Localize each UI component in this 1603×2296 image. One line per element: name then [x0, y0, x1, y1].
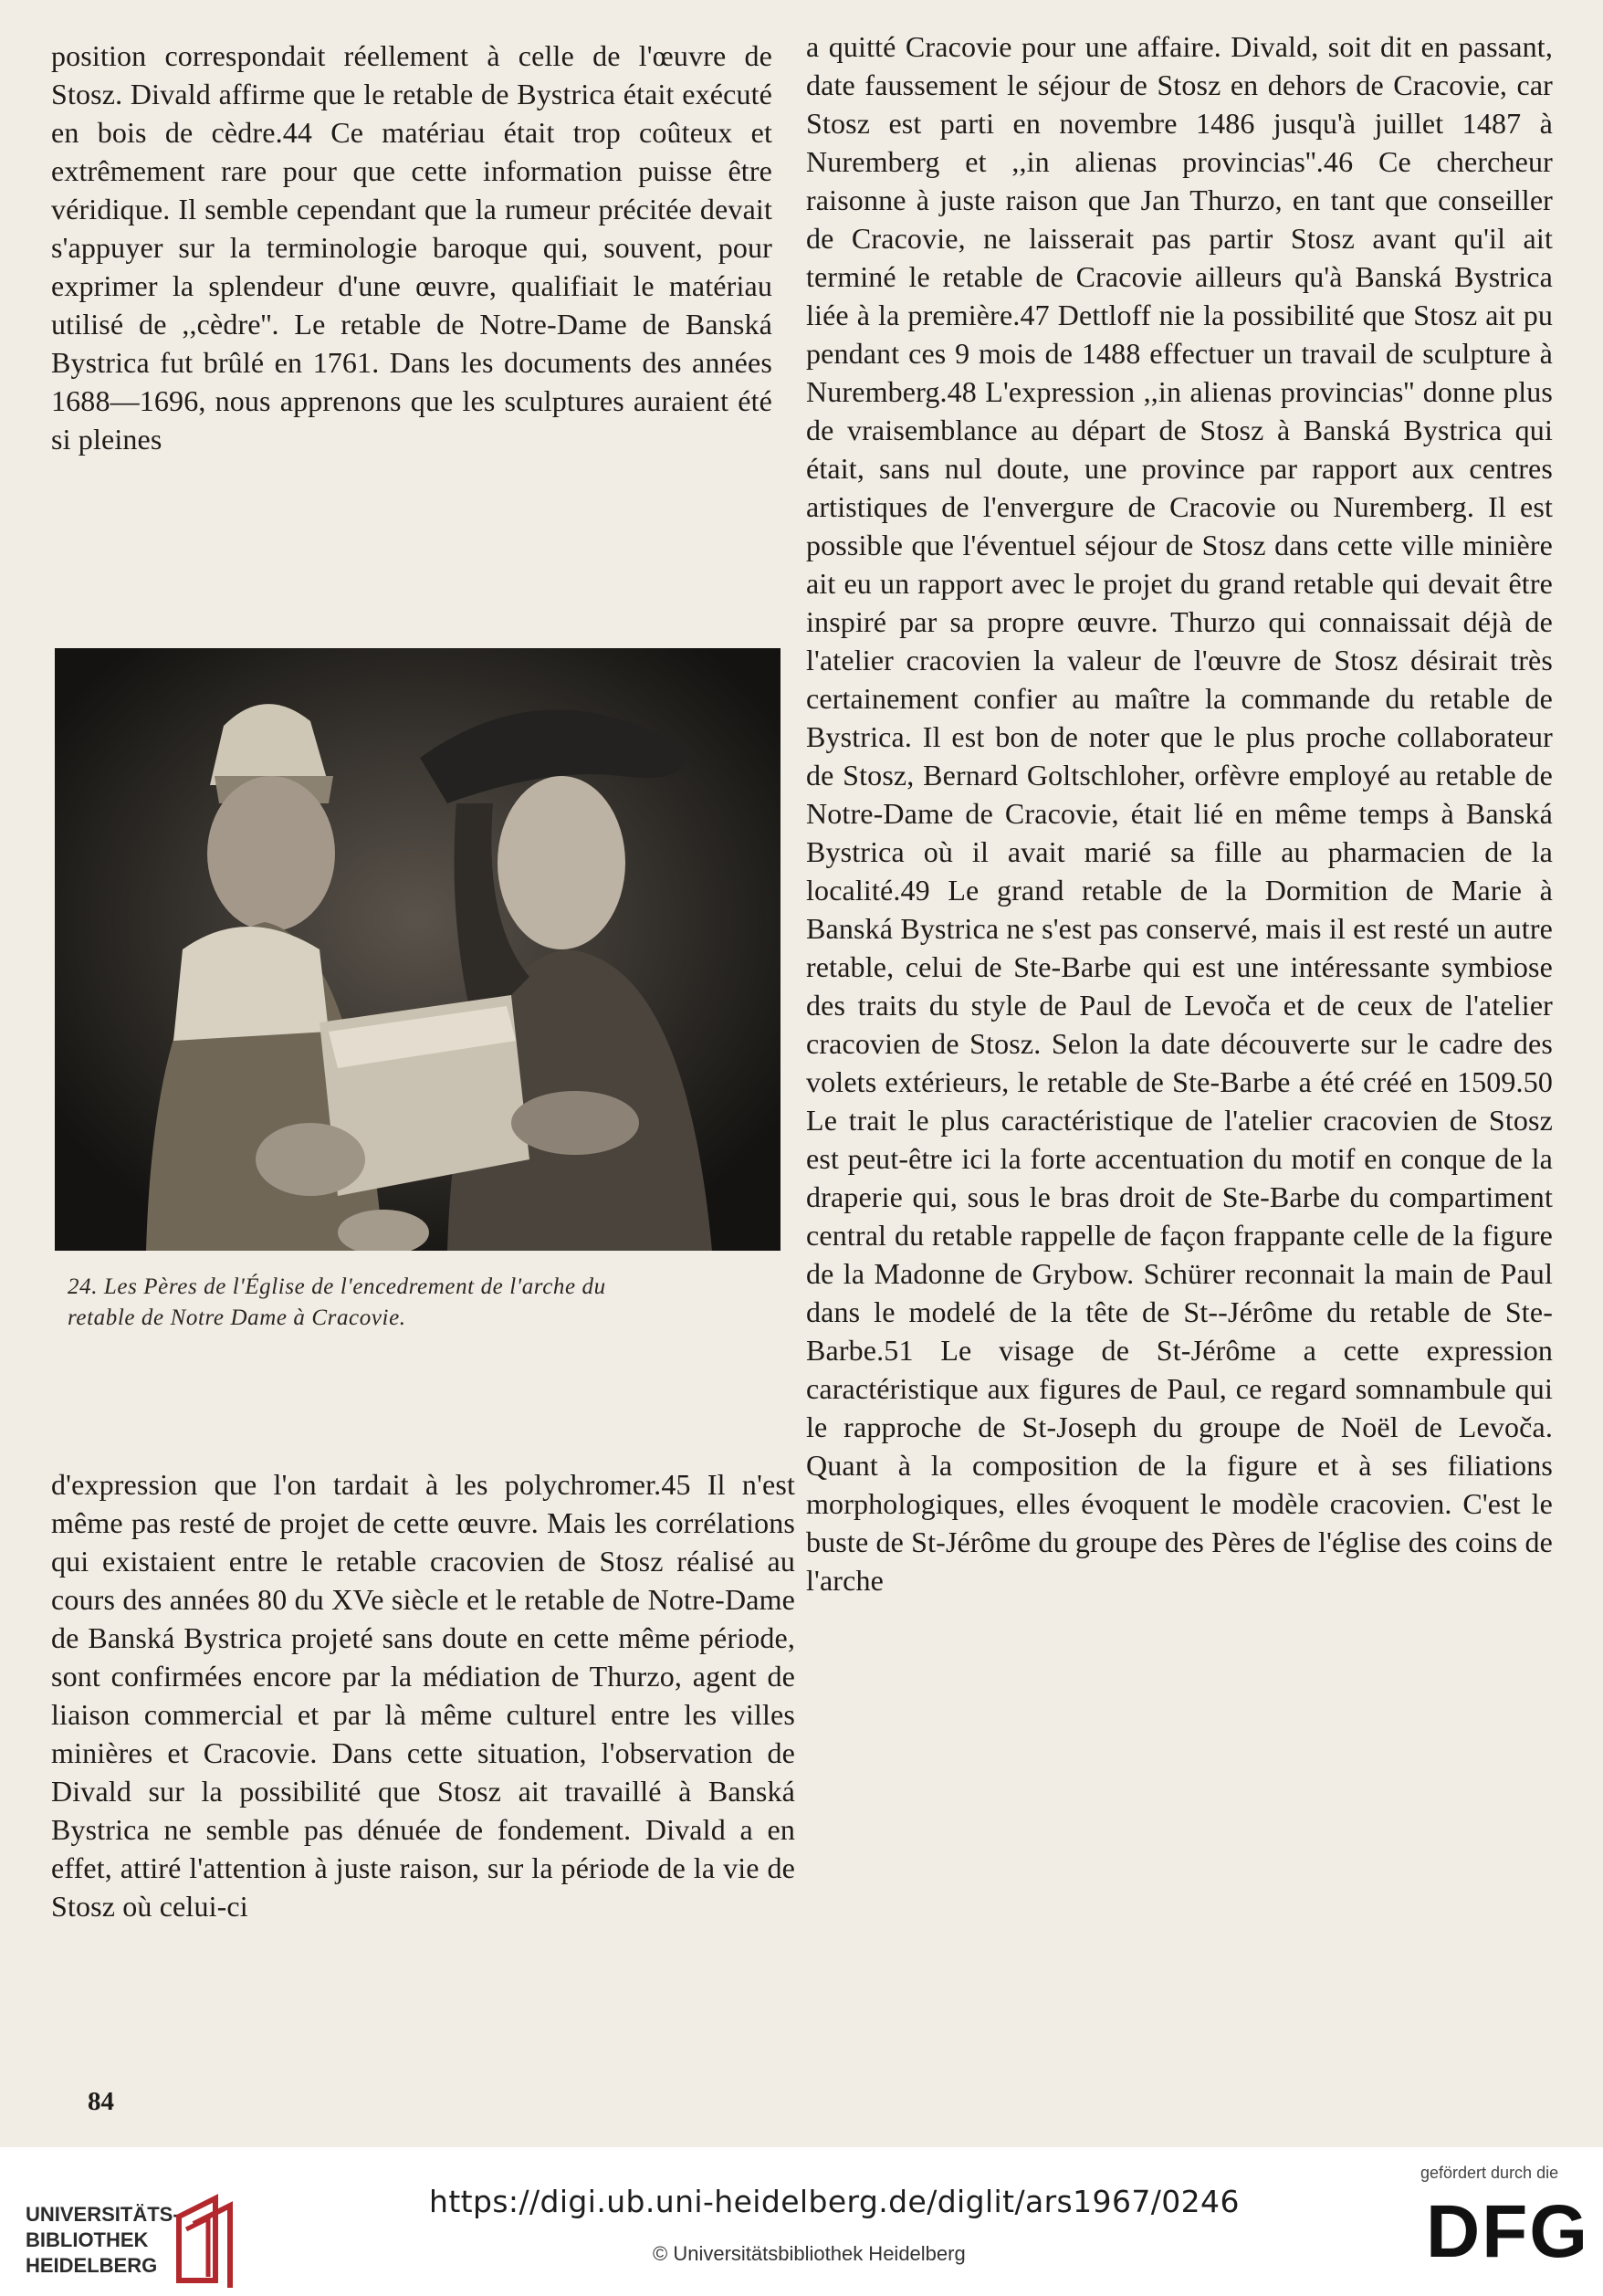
funding-label: gefördert durch die	[1420, 2164, 1559, 2182]
dfg-logo[interactable]: DFG	[1426, 2190, 1590, 2273]
left-column-bottom	[51, 1465, 795, 1925]
figure-plate-photograph	[55, 648, 781, 1251]
sculpture-photo	[55, 648, 781, 1251]
figure-caption: 24. Les Pères de l'Église de l'encedrement de l'arche du retable de Notre Dame à Cracovie.	[68, 1274, 606, 1330]
body-paragraph: position correspondait réellement à celle de l'œuvre de Stosz. Divald affirme que le retable de Bystrica était exécuté en bois de cèdre.44 Ce matériau était trop coûteux et extrêmement rare pour que cette information puisse être véridique. Il semble cependant que la rumeur précitée devait s'appuyer sur la terminologie baroque qui, souvent, pour exprimer la splendeur d'une œuvre, qualifiait le matériau utilisé de ,,cèdre''. Le retable de Notre-Dame de Banská Bystrica fut brûlé en 1761. Dans les documents des années 1688—1696, nous apprenons que les sculptures auraient été si pleines	[51, 39, 772, 456]
right-column	[806, 27, 1553, 1599]
library-name: UNIVERSITÄTS- BIBLIOTHEK HEIDELBERG	[26, 2203, 180, 2277]
library-emblem-icon	[161, 2189, 243, 2290]
permalink-url[interactable]: https://digi.ub.uni-heidelberg.de/diglit/ars1967/0246	[429, 2184, 1240, 2219]
footer-bar	[0, 2147, 1603, 2296]
body-paragraph: d'expression que l'on tardait à les polychromer.45 Il n'est même pas resté de projet de cette œuvre. Mais les corrélations qui existaient entre le retable cracovien de Stosz réalisé au cours des années 80 du XVe siècle et le retable de Notre-Dame de Banská Bystrica projeté sans doute en cette même période, sont confirmées encore par la médiation de Thurzo, agent de liaison commercial et par là même culturel entre les villes minières et Cracovie. Dans cette situation, l'observation de Divald sur la possibilité que Stosz ait travaillé à Banská Bystrica ne semble pas dénuée de fondement. Divald a en effet, attiré l'attention à juste raison, sur la période de la vie de Stosz où celui-ci	[51, 1468, 795, 1923]
library-logo[interactable]	[26, 2175, 236, 2275]
left-column-top	[51, 37, 772, 458]
copyright-notice: © Universitätsbibliothek Heidelberg	[653, 2242, 966, 2265]
body-paragraph: a quitté Cracovie pour une affaire. Divald, soit dit en passant, date faussement le séjour de Stosz en dehors de Cracovie, car Stosz est parti en novembre 1486 jusqu'à juillet 1487 à Nuremberg et ,,in alienas provincias''.46 Ce chercheur raisonne à juste raison que Jan Thurzo, en tant que conseiller de Cracovie, ne laisserait pas partir Stosz avant qu'il ait terminé le retable de Cracovie ailleurs qu'à Banská Bystrica liée à la première.47 Dettloff nie la possibilité que Stosz ait pu pendant ces 9 mois de 1488 effectuer un travail de sculpture à Nuremberg.48 L'expression ,,in alienas provincias'' donne plus de vraisemblance au départ de Stosz à Banská Bystrica qui était, sans nul doute, une province par rapport aux centres artistiques de l'envergure de Cracovie ou Nuremberg. Il est possible que l'éventuel séjour de Stosz dans cette ville minière ait eu un rapport avec le projet du grand retable qui devait être inspiré par sa propre œuvre. Thurzo qui connaissait déjà de l'atelier cracovien la valeur de l'œuvre de Stosz désirait très certainement confier au maître la commande du retable de Bystrica. Il est bon de noter que le plus proche collaborateur de Stosz, Bernard Goltschloher, orfèvre employé au retable de Notre-Dame de Cracovie, était lié en même temps à Banská Bystrica où il avait marié sa fille au pharmacien de la localité.49 Le grand retable de la Dormition de Marie à Banská Bystrica ne s'est pas conservé, mais il est resté un autre retable, celui de Ste-Barbe qui est une intéressante symbiose des traits du style de Paul de Levoča et de ceux de l'atelier cracovien de Stosz. Selon la date découverte sur le cadre des volets extérieurs, le retable de Ste-Barbe a été créé en 1509.50 Le trait le plus caractéristique de l'atelier cracovien de Stosz est peut-être ici la forte accentuation du motif en conque de la draperie qui, sous le bras droit de Ste-Barbe du compartiment central du retable rappelle de façon frappante celle de la figure de la Madonne de Grybow. Schürer reconnait la main de Paul dans le modelé de la tête de St--Jérôme du retable de Ste-Barbe.51 Le visage de St-Jérôme a cette expression caractéristique aux figures de Paul, ce regard somnambule qui le rapproche de St-Joseph du groupe de Noël de Levoča. Quant à la composition de la figure et à ses filiations morphologiques, elles évoquent le modèle cracovien. C'est le buste de St-Jérôme du groupe des Pères de l'église des coins de l'arche	[806, 30, 1553, 1597]
page-number: 84	[88, 2087, 114, 2116]
